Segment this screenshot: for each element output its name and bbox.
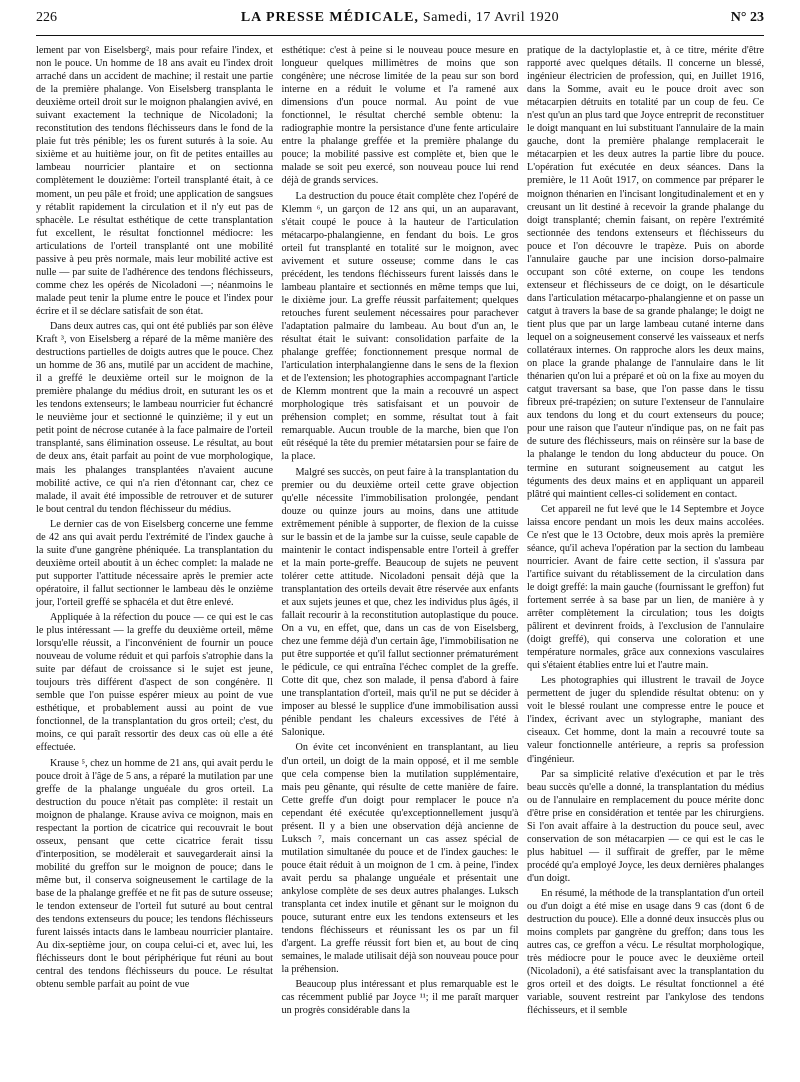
- article-body: [36, 44, 764, 1017]
- paragraph: En résumé, la méthode de la transplantation d'un orteil ou d'un doigt a été mise en usage dans 9 cas (dont 6 de destruction du pouce). Elle a donné deux insuccès plus ou moins complets par gangrène du greffon; dans tous les autres cas, ce greffon a vécu. Le résultat morphologique, très médiocre pour le pouce avec le deuxième orteil (Nicoladoni), a été satisfaisant avec la transplantation du gros orteil et des doigts. Le résultat fonctionnel a été variable, souvent restreint par l'ankylose des tendons fléchisseurs, et il semble: [527, 888, 764, 1017]
- text-column-3: [527, 44, 764, 1017]
- text-column-2: [282, 44, 519, 1017]
- journal-title-line: [96, 10, 704, 26]
- paragraph: Malgré ses succès, on peut faire à la transplantation du premier ou du deuxième orteil cette grave objection qu'elle nécessite l'immobilisation prolongée, pendant douze ou quinze jours au moins, dans une attitude extrêmement pénible à supporter, de flexion de la cuisse sur le bassin et de la jambe sur la cuisse, seule capable de maintenir le contact indispensable entre l'orteil à greffer et la main porte-greffe. Beaucoup de sujets ne peuvent tolérer cette attitude. Nicoladoni pensait déjà que la transplantation des orteils devait être réservée aux enfants et aux sujets jeunes et que, chez les individus plus âgés, il fallait recourir à la reconstitution autoplastique du pouce. On a vu, en effet, que, dans un cas de von Eiselsberg, chez une femme déjà d'un certain âge, l'immobilisation ne put être supportée et qu'il fallut sectionner prématurément le pédicule, ce qui entraîna l'échec complet de la greffe. Cotte dit que, chez son malade, il pensa d'abord à faire une transplantation d'orteil, mais qu'il ne put se décider à imposer au blessé le supplice d'une immobilisation aussi pénible pendant les chaleurs excessives de l'été à Salonique.: [281, 466, 519, 739]
- paragraph: lement par von Eiselsberg², mais pour refaire l'index, et non le pouce. Un homme de 18 ans avait eu l'index droit arraché dans un accident de machine; il restait une partie de la première phalange. Von Eiselsberg transplanta le deuxième orteil droit sur le moignon phalangien avivé, en suivant exactement la technique de Nicoladoni; la reconstitution des tendons fléchisseurs dans le fond de la plaie fut très pénible; les os furent suturés à la soie. Au sixième et au huitième jour, on fit de petites entailles au lambeau nourricier plantaire et on sectionna complètement le douzième: l'orteil transplanté était, à ce moment, un peu pâle et froid; une application de sangsues y rétablit rapidement la circulation et il n'y eut pas de sphacèle. Le résultat esthétique de cette transplantation fut excellent, le résultat fonctionnel médiocre: les articulations de l'orteil transplanté ont une mobilité passive à peu près normale, mais leur mobilité active est nulle — par suite de l'adhérence des tendons fléchisseurs, comme chez les opérés de Nicoladoni —; néanmoins le malade peut tenir la plume entre le pouce et l'index pour écrire et il se déclare satisfait de son état.: [36, 45, 273, 317]
- paragraph: Beaucoup plus intéressant et plus remarquable est le cas récemment publié par Joyce ¹¹; il me paraît marquer un progrès considérable dans la: [281, 979, 519, 1017]
- paragraph: pratique de la dactyloplastie et, à ce titre, mérite d'être rapporté avec quelques détails. Il concerne un blessé, ingénieur électricien de profession, qui, en Juillet 1916, dans la Somme, avait eu le pouce droit avec son métacarpien détruits en totalité par un coup de feu. Ce n'est qu'un an plus tard que Joyce entreprit de reconstituer le doigt manquant en lui substituant l'annulaire de la main gauche, dont la première phalange remplacerait le métacarpien et les deux autres la partie libre du pouce. L'opération fut exécutée en deux séances. Dans la première, le 11 Août 1917, on commence par préparer le moignon thénarien en l'incisant longitudinalement et en y creusant un lit destiné à recevoir la grande phalange du doigt transplanté; chemin faisant, on repère l'extrémité sectionnée des tendons extenseurs et fléchisseurs du pouce et l'on découvre le trapèze. Puis on aborde l'annulaire gauche par une incision dorso-palmaire occupant son côté externe, on coupe les tendons extenseur et fléchisseurs de ce doigt, on le désarticule dans l'articulation métacarpo-phalangienne et on passe un catgut à travers la base de sa grande phalange; le doigt ne tient plus que par un large lambeau cutané interne dans lequel on a soigneusement conservé les vaisseaux et nerfs collatéraux internes. On rapproche alors les deux mains, on place la grande phalange de l'annulaire dans le lit thénarien qu'on lui a préparé et où on la fixe au moyen du catgut traversant sa base, que l'on passe dans le tissu fibreux pré-trapézien; on suture l'extenseur de l'annulaire aux tendons du long et du court extenseurs du pouce; pour une raison que l'auteur n'indique pas, on ne fait pas de suture des fléchisseurs, mais on réinsère sur la base de la phalange le tendon du long abducteur du pouce. On termine en suturant soigneusement au catgut les téguments des deux mains et en appliquant un appareil plâtré qui maintient celles-ci solidement en contact.: [527, 45, 764, 500]
- paragraph: Krause ⁵, chez un homme de 21 ans, qui avait perdu le pouce droit à l'âge de 5 ans, a réparé la mutilation par une greffe de la phalange unguéale du gros orteil. La destruction du pouce n'était pas complète: il restait un moignon de phalange. Krause aviva ce moignon, mais en respectant la portion de cicatrice qui recouvrait le bout osseux, pensant que cette cicatrice ferait tissu d'interposition, se modèlerait et sauvegarderait ainsi la mobilité du greffon sur le moignon de pouce; dans le même but, il conserva soigneusement le cartilage de la base de la phalange greffée et ne fit pas de suture osseuse; le tendon extenseur de l'orteil fut suturé au bout central des tendons extenseurs du pouce; les tendons fléchisseurs furent laissés intacts dans le lambeau nourricier plantaire. Au dix-septième jour, on coupa celui-ci et, avec lui, les fléchisseurs dont le bout périphérique fut réuni au bout central des tendons fléchisseurs du pouce. Le résultat obtenu semble parfait au point de vue: [36, 757, 273, 991]
- paragraph: Par sa simplicité relative d'exécution et par le très beau succès qu'elle a donné, la transplantation du médius ou de l'annulaire en remplacement du pouce mérite donc d'être prise en considération et tentée par les chirurgiens. Si l'on avait affaire à la destruction du pouce seul, avec conservation de son métacarpien — ce qui est le cas le plus habituel — il suffirait de greffer, par le même procédé qu'a employé Joyce, les deux dernières phalanges d'un doigt.: [527, 768, 764, 884]
- paragraph: Les photographies qui illustrent le travail de Joyce permettent de juger du splendide résultat obtenu: on y voit le blessé roulant une compresse entre le pouce et l'index, écrivant avec un stylographe, maniant des ciseaux. Cet homme, dont la main a recouvré toute sa valeur fonctionnelle antérieure, a repris sa profession d'ingénieur.: [527, 675, 764, 765]
- text-column-1: [36, 44, 273, 1017]
- paragraph: Dans deux autres cas, qui ont été publiés par son élève Kraft ³, von Eiselsberg a réparé de la même manière des destructions partielles de doigts autres que le pouce. Chez un homme de 36 ans, mutilé par un accident de machine, il a greffé le deuxième orteil sur le moignon de la première phalange du médius droit, en suturant les os et les tendons extenseurs; le lambeau nourricier fut échancré le neuvième jour et sectionné le quinzième; il y eut un petit point de nécrose cutanée à la face palmaire de l'orteil transplanté, sans élimination osseuse. Le résultat, au bout de deux ans, était parfait au point de vue morphologique, mais les phalanges transplantées n'avaient aucune mobilité active, ce qui n'a rien d'étonnant car, chez ce malade, il avait été impossible de retrouver et de suturer le bout central du tendon fléchisseur du médius.: [36, 320, 273, 515]
- journal-name: LA PRESSE MÉDICALE,: [240, 10, 419, 25]
- issue-date: Samedi, 17 Avril 1920: [422, 10, 560, 25]
- paragraph: La destruction du pouce était complète chez l'opéré de Klemm ⁶, un garçon de 12 ans qui, un an auparavant, s'était coupé le pouce à la hauteur de l'articulation métacarpo-phalangienne, en fendant du bois. Le gros orteil fut transplanté en totalité sur le moignon, avec avivement et suture osseuse; comme dans le cas précédent, les tendons fléchisseurs furent laissés dans le lambeau plantaire et sectionnés en même temps que lui, le dixième jour. La greffe réussit parfaitement; quelques retouches furent seulement nécessaires pour parachever l'adaptation palmaire du lambeau. Au bout d'un an, le résultat était le suivant: consolidation parfaite de la phalange greffée; fonctionnement presque normal de l'articulation interphalangienne dans le sens de la flexion et de l'extension; les photographies accompagnant l'article de Klemm montrent que la main a recouvré un aspect morphologique très satisfaisant et un pouvoir de préhension complet; en somme, résultat tout à fait remarquable. Aucun trouble de la marche, bien que l'on eût réséqué la tête du premier métatarsien pour se faire de la place.: [281, 190, 519, 463]
- paragraph: Le dernier cas de von Eiselsberg concerne une femme de 42 ans qui avait perdu l'extrémité de l'index gauche à la suite d'une gangrène phéniquée. La transplantation du deuxième orteil aboutit à un échec complet: la malade ne put supporter l'attitude nécessaire après le premier acte opératoire, il fallut sectionner le lambeau dès le onzième jour, l'orteil greffé se sphacéla et dut être enlevé.: [36, 518, 273, 608]
- running-header: [36, 10, 764, 36]
- paragraph: esthétique: c'est à peine si le nouveau pouce mesure en longueur quelques millimètres de moins que son congénère; une nécrose limitée de la peau sur son bord interne en a réduit le volume et l'a ramené aux dimensions d'un pouce normal. Au point de vue fonctionnel, le résultat cherché semble obtenu: la radiographie montre la persistance d'une fente articulaire entre la phalange greffée et la première phalange du pouce; la mobilité passive est complète et, bien que le malade se soit peu exercé, son nouveau pouce lui rend déjà de grands services.: [281, 45, 519, 187]
- issue-number: N° 23: [730, 10, 764, 25]
- paragraph: On évite cet inconvénient en transplantant, au lieu d'un orteil, un doigt de la main opposé, et il me semble que cela compense bien la mutilation supplémentaire, mais peu gênante, qui résulte de cette manière de faire. Cette greffe d'un doigt pour remplacer le pouce n'a cependant été exécutée qu'exceptionnellement jusqu'à présent. Il y a bien une observation déjà ancienne de Luksch ⁷, mais concernant un cas assez spécial de mutilation simultanée du pouce et de l'index gauches: le pouce était réduit à un moignon de 1 cm. à peine, l'index avait perdu sa phalange unguéale et présentait une ankylose complète de ses deux autres phalanges. Luksch transplanta cet index inutile et gênant sur le moignon du pouce, suturant entre eux les tendons extenseurs et les tendons fléchisseurs et réunissant les os par un fil d'argent. La greffe réussit fort bien et, au bout de cinq semaines, le malade utilisait déjà son nouveau pouce pour la préhension.: [281, 742, 519, 976]
- paragraph: Appliquée à la réfection du pouce — ce qui est le cas le plus intéressant — la greffe du deuxième orteil, même lorsqu'elle réussit, a l'inconvénient de fournir un pouce nouveau de volume réduit et qui parfois s'atrophie dans la suite par défaut de croissance si le sujet est jeune, toujours très différent d'aspect de son congénère. Il semble que l'on puisse espérer mieux au point de vue esthétique, et probablement aussi au point de vue fonctionnel, de la transplantation du gros orteil; c'est, du moins, ce qui paraît ressortir des deux cas où elle a été effectuée.: [36, 612, 273, 754]
- paragraph: Cet appareil ne fut levé que le 14 Septembre et Joyce laissa encore pendant un mois les deux mains accolées. Ce n'est que le 13 Octobre, deux mois après la première séance, qu'il acheva l'opération par la section du lambeau nourricier. Avant de faire cette section, il s'assura par l'artifice suivant du rétablissement de la circulation dans le doigt greffé: la main gauche (fournissant le greffon) fut fortement serrée à sa base par un lien, de manière à y arrêter complètement la circulation; tous les doigts pâlirent et devinrent froids, à l'exclusion de l'annulaire (doigt greffé), qui conserva une coloration et une température normales, grâce aux connexions vasculaires qui s'étaient établies entre lui et l'autre main.: [527, 503, 764, 672]
- page-number: 226: [36, 10, 57, 25]
